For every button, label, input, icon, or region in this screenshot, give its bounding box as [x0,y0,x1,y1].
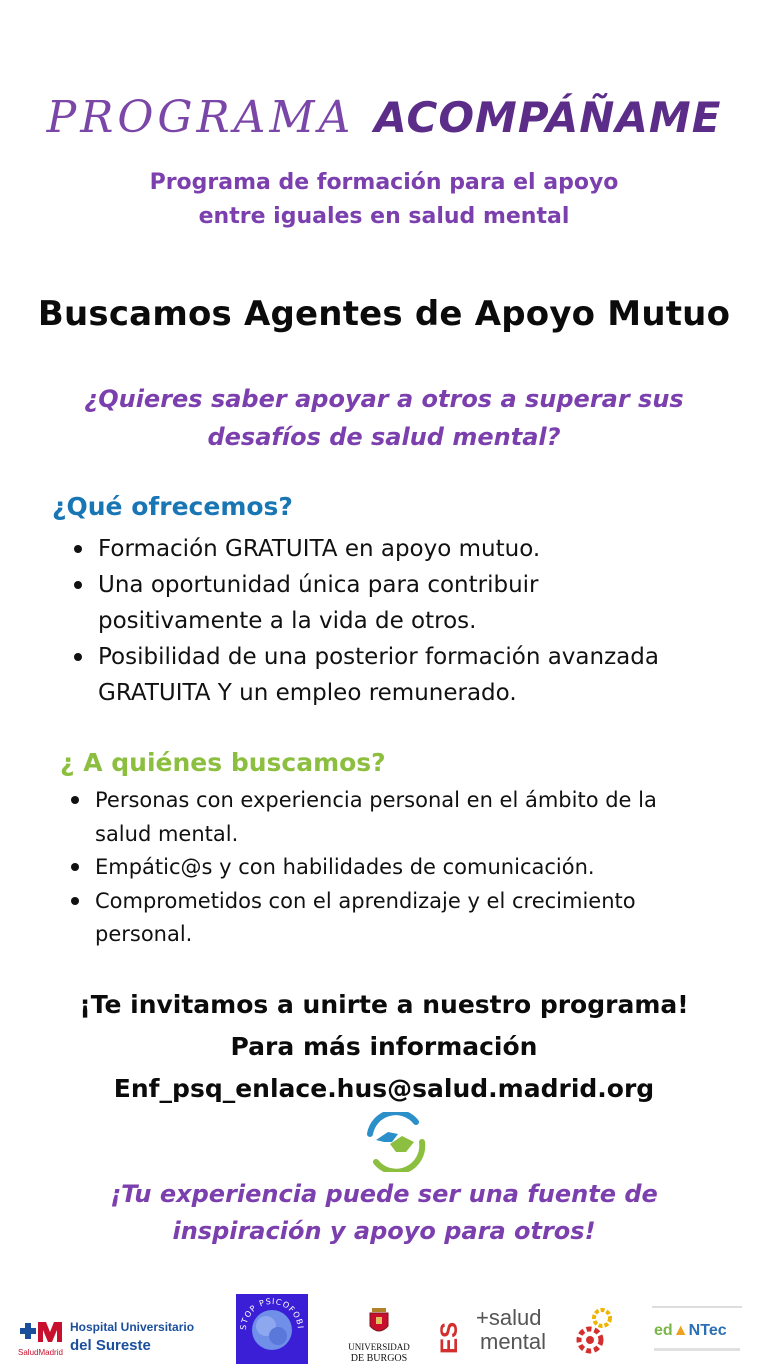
list-item-text: Posibilidad de una posterior formación avanzada [98,644,659,670]
headline: Buscamos Agentes de Apoyo Mutuo [37,294,731,334]
program-title [0,92,768,162]
salud-madrid-label: SaludMadrid [18,1348,63,1357]
list-item-text: personal. [95,922,193,946]
list-item-text: salud mental. [95,821,239,846]
offer-heading: ¿Qué ofrecemos? [52,492,293,521]
list-item-text: Empátic@s y con habilidades de comunicación. [95,855,595,879]
seeking-list [71,784,741,952]
list-item [71,784,741,851]
edintec-logo [652,1306,750,1362]
stop-psicofobia-logo [236,1294,308,1364]
list-item-text: Formación GRATUITA en apoyo mutuo. [98,536,541,562]
program-name: ACOMPÁÑAME [374,93,722,142]
list-item-text: Una oportunidad única para contribuir [98,572,539,598]
es-salud-mental-logo [436,1305,624,1362]
edintec-post: NTec [688,1322,727,1339]
list-item-text: Comprometidos con el aprendizaje y el crecimiento [95,888,636,913]
list-item [74,531,734,567]
subtitle-line: entre iguales en salud mental [198,204,570,229]
university-logo [343,1306,415,1364]
info-line: Para más información [230,1032,538,1061]
list-item-text: Personas con experiencia personal en el ámbito de la [95,788,657,812]
list-item [71,851,741,885]
closing-line: inspiración y apoyo para otros! [172,1217,596,1245]
gear-icon [576,1306,616,1360]
es-mark: ES [436,1321,464,1355]
invitation-line: ¡Te invitamos a unirte a nuestro programa! [79,990,689,1019]
hospital-logo [18,1318,208,1362]
list-item [71,885,741,952]
list-item-text: positivamente a la vida de otros. [98,608,477,634]
subtitle-line: Programa de formación para el apoyo [149,170,619,195]
salud-mental-line1: +salud [476,1305,542,1330]
salud-madrid-mark [18,1318,66,1348]
stop-logo-text: STOP PSICOFOBI [238,1296,306,1331]
edintec-pre: ed [654,1322,673,1339]
closing-message [0,1176,768,1250]
program-word: PROGRAMA [46,92,355,143]
handshake-icon [364,1112,428,1172]
crest-icon [343,1306,415,1340]
intro-question [0,380,768,456]
hospital-name-line1: Hospital Universitario [70,1320,195,1334]
question-line: ¿Quieres saber apoyar a otros a superar sus [84,385,684,413]
contact-email: Enf_psq_enlace.hus@salud.madrid.org [113,1074,655,1103]
list-item [74,639,734,711]
closing-line: ¡Tu experiencia puede ser una fuente de [110,1180,658,1208]
seeking-heading: ¿ A quiénes buscamos? [60,748,386,777]
university-line2: DE BURGOS [350,1353,408,1364]
invitation-block [0,984,768,1110]
hospital-name-line2: del Sureste [70,1337,151,1354]
offer-list [74,531,734,711]
university-line1: UNIVERSIDAD [348,1342,410,1352]
salud-mental-line2: mental [480,1329,547,1354]
list-item [74,567,734,639]
tree-icon: ▲ [672,1322,689,1339]
program-subtitle [0,166,768,234]
question-line: desafíos de salud mental? [207,423,561,451]
list-item-text: GRATUITA Y un empleo remunerado. [98,680,517,706]
